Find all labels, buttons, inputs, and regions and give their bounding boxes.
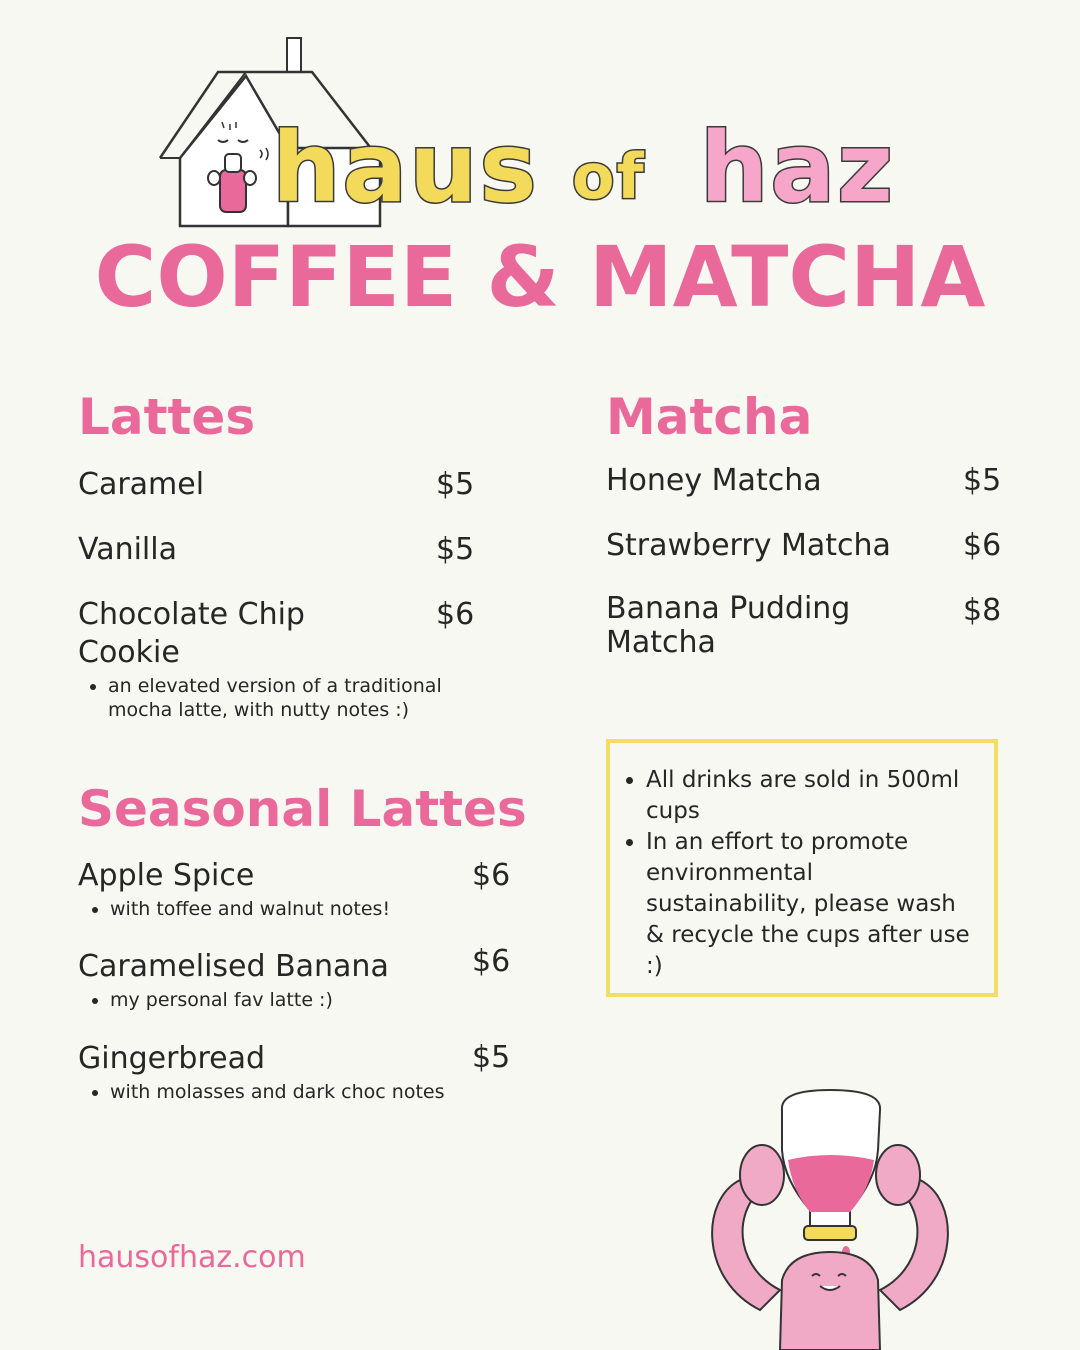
brand-word-haus: haus (272, 112, 539, 224)
seasonal-item-price: $6 (472, 858, 511, 893)
note-text: • my personal fav latte :) (110, 988, 500, 1012)
latte-item-name: Caramel (78, 467, 205, 502)
seasonal-item-note (80, 988, 500, 1012)
note-text: • an elevated version of a traditional mocha latte, with nutty notes :) (108, 674, 458, 722)
latte-item-price: $5 (436, 532, 475, 567)
seasonal-item-price: $6 (472, 944, 511, 979)
note-text: • with molasses and dark choc notes (110, 1080, 500, 1104)
seasonal-item-price: $5 (472, 1040, 511, 1075)
latte-item-price: $6 (436, 597, 475, 632)
matcha-item-price: $8 (963, 593, 1002, 628)
seasonal-item-name: Caramelised Banana (78, 949, 389, 984)
latte-item-price: $5 (436, 467, 475, 502)
note-text: • with toffee and walnut notes! (110, 897, 500, 921)
info-item: • In an effort to promote environmental sustainability, please wash & recycle the cups after use :) (646, 827, 980, 982)
info-box (606, 739, 998, 997)
latte-item-note (78, 674, 458, 722)
matcha-item-name: Honey Matcha (606, 463, 822, 498)
seasonal-item-name: Apple Spice (78, 858, 255, 893)
brand-word-of: of (572, 140, 646, 213)
latte-item-name: Chocolate Chip Cookie (78, 597, 305, 670)
info-item: • All drinks are sold in 500ml cups (646, 765, 980, 827)
page-title: COFFEE & MATCHA (94, 228, 986, 326)
matcha-item-name: Strawberry Matcha (606, 528, 891, 563)
seasonal-item-note (80, 897, 500, 921)
matcha-item-price: $6 (963, 528, 1002, 563)
matcha-item-name: Banana Pudding Matcha (606, 591, 851, 660)
brand-word-haz: haz (700, 112, 895, 224)
website-link[interactable]: hausofhaz.com (78, 1240, 306, 1275)
matcha-heading: Matcha (606, 388, 813, 446)
mascot-drinking-icon (700, 1080, 960, 1350)
lattes-heading: Lattes (78, 388, 256, 446)
seasonal-item-name: Gingerbread (78, 1041, 266, 1076)
seasonal-item-note (80, 1080, 500, 1104)
seasonal-lattes-heading: Seasonal Lattes (78, 780, 527, 838)
latte-item-name: Vanilla (78, 532, 177, 567)
matcha-item-price: $5 (963, 463, 1002, 498)
